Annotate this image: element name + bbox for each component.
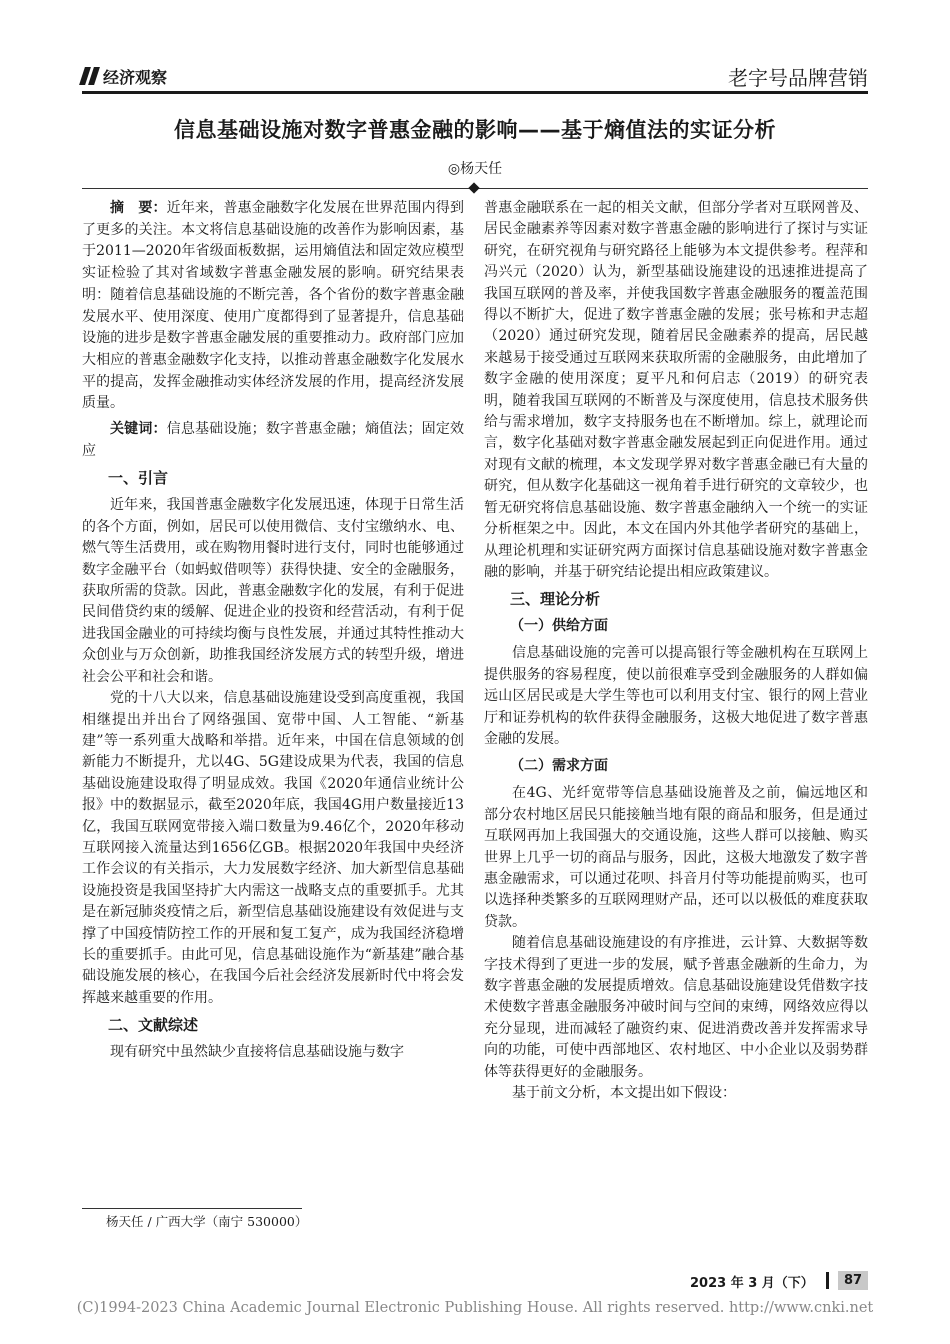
subsection-heading-supply: （一）供给方面: [510, 618, 608, 635]
keywords-label: 关键词：: [110, 421, 167, 438]
footnote-rule: [82, 1208, 302, 1209]
page-separator: [826, 1272, 829, 1289]
journal-logo: [82, 66, 167, 86]
column-name: 老字号品牌营销: [728, 66, 868, 90]
keywords: [82, 419, 464, 462]
article-title: 信息基础设施对数字普惠金融的影响——基于熵值法的实证分析: [174, 118, 776, 142]
header-rule: [82, 91, 868, 94]
section-heading-intro: 一、引言: [108, 469, 169, 488]
paragraph: 现有研究中虽然缺少直接将信息基础设施与数字: [110, 1044, 404, 1061]
paragraph: 党的十八大以来，信息基础设施建设受到高度重视，我国相继提出并出台了网络强国、宽带中国、人工智能、“新基建”等一系列重大战略和举措。近年来，中国在信息领域的创新能力不断提升，尤以4G、5G建设成果为代表，我国的信息基础设施建设取得了明显成效。我国《2020年通信业统计公报》中的数据显示，截至2020年底，我国4G用户数量接近13亿，我国互联网宽带接入端口数量为9.46亿个，2020年移动互联网接入流量达到1656亿GB。根据2020年我国中央经济工作会议的有关指示，大力发展数字经济、加大新型信息基础设施投资是我国坚持扩大内需这一战略支点的重要抓手。尤其是在新冠肺炎疫情之后，新型信息基础设施建设有效促进与支撑了中国疫情防控工作的开展和复工复产，成为我国经济稳增长的重要抓手。由此可见，信息基础设施作为“新基建”融合基础设施发展的核心，在我国今后社会经济发展新时代中将会发挥越来越重要的作用。: [82, 690, 464, 1006]
article-author: ◎杨天任: [447, 161, 503, 177]
section-heading-theory: 三、理论分析: [510, 590, 601, 609]
journal-logo-bars-icon: [82, 67, 97, 85]
paragraph: 在4G、光纤宽带等信息基础设施普及之前，偏远地区和部分农村地区居民只能接触当地有限的商品和服务，但是通过互联网再加上我国强大的交通设施，这些人群可以接触、购买世界上几乎一切的商品与服务，因此，这极大地激发了数字普惠金融需求，可以通过花呗、抖音月付等功能提前购买，也可以选择种类繁多的互联网理财产品，还可以以极低的难度获取贷款。: [484, 785, 868, 930]
paragraph: 信息基础设施的完善可以提高银行等金融机构在互联网上提供服务的容易程度，使以前很难享受到金融服务的人群如偏远山区居民或是大学生等也可以利用支付宝、银行的网上营业厅和证券机构的软件获得金融服务，这极大地促进了数字普惠金融的发展。: [484, 645, 868, 747]
abstract-text: 近年来，普惠金融数字化发展在世界范围内得到了更多的关注。本文将信息基础设施的改善作为影响因素，基于2011—2020年省级面板数据，运用熵值法和固定效应模型实证检验了其对省域数字普惠金融发展的影响。研究结果表明：随着信息基础设施的不断完善，各个省份的数字普惠金融发展水平、使用深度、使用广度都得到了显著提升，信息基础设施的进步是数字普惠金融发展的重要推动力。政府部门应加大相应的普惠金融数字化支持，以推动普惠金融数字化发展水平的提高，发挥金融推动实体经济发展的作用，提高经济发展质量。: [82, 200, 465, 412]
journal-name: 经济观察: [103, 67, 168, 87]
author-footnote: 杨天任 / 广西大学（南宁 530000）: [106, 1214, 308, 1229]
issue-date: 2023 年 3 月（下）: [690, 1276, 814, 1291]
section-heading-literature: 二、文献综述: [108, 1016, 199, 1035]
page-number: 87: [838, 1271, 868, 1290]
subsection-heading-demand: （二）需求方面: [510, 758, 608, 775]
copyright-notice: (C)1994-2023 China Academic Journal Electronic Publishing House. All rights reserved. http://www.cnki.net: [76, 1300, 874, 1316]
abstract: [82, 198, 464, 415]
divider-diamond-icon: [468, 182, 479, 193]
left-column: [82, 198, 464, 1064]
paragraph: 近年来，我国普惠金融数字化发展迅速，体现于日常生活的各个方面，例如，居民可以使用微信、支付宝缴纳水、电、燃气等生活费用，或在购物用餐时进行支付，同时也能够通过数字金融平台（如蚂蚁借呗等）获得快捷、安全的金融服务，获取所需的贷款。因此，普惠金融数字化的发展，有利于促进民间借贷约束的缓解、促进企业的投资和经营活动，有利于促进我国金融业的可持续均衡与良性发展，并通过其特性推动大众创业与万众创新，助推我国经济发展方式的转型升级，增进社会公平和社会和谐。: [82, 497, 464, 685]
paragraph: 基于前文分析，本文提出如下假设：: [512, 1085, 736, 1102]
paragraph: 普惠金融联系在一起的相关文献，但部分学者对互联网普及、居民金融素养等因素对数字普惠金融的影响进行了探讨与实证研究，在研究视角与研究路径上能够为本文提供参考。程萍和冯兴元（2020）认为，新型基础设施建设的迅速推进提高了我国互联网的普及率，并使我国数字普惠金融服务的覆盖范围得以不断扩大，促进了数字普惠金融的发展；张号栋和尹志超（2020）通过研究发现，随着居民金融素养的提高，居民越来越易于接受通过互联网来获取所需的金融服务，由此增加了数字金融的使用深度；夏平凡和何启志（2019）的研究表明，随着我国互联网的不断普及与深度使用，信息技术服务供给与需求增加，数字支持服务也在不断增加。综上，就理论而言，数字化基础对数字普惠金融发展起到正向促进作用。通过对现有文献的梳理，本文发现学界对数字普惠金融已有大量的研究，但从数字化基础这一视角着手进行研究的文章较少，也暂无研究将信息基础设施、数字普惠金融纳入一个统一的实证分析框架之中。因此，本文在国内外其他学者研究的基础上，从理论机理和实证研究两方面探讨信息基础设施对数字普惠金融的影响，并基于研究结论提出相应政策建议。: [484, 200, 868, 580]
keywords-text: 信息基础设施；数字普惠金融；熵值法；固定效应: [82, 421, 465, 459]
right-column: [484, 198, 868, 1104]
paragraph: 随着信息基础设施建设的有序推进，云计算、大数据等数字技术得到了更进一步的发展，赋予普惠金融新的生命力，为数字普惠金融的发展提质增效。信息基础设施建设凭借数字技术使数字普惠金融服务冲破时间与空间的束缚，网络效应得以充分显现，进而减轻了融资约束、促进消费改善并发挥需求导向的功能，可使中西部地区、农村地区、中小企业以及弱势群体等获得更好的金融服务。: [484, 935, 868, 1080]
abstract-label: 摘 要：: [110, 200, 167, 216]
